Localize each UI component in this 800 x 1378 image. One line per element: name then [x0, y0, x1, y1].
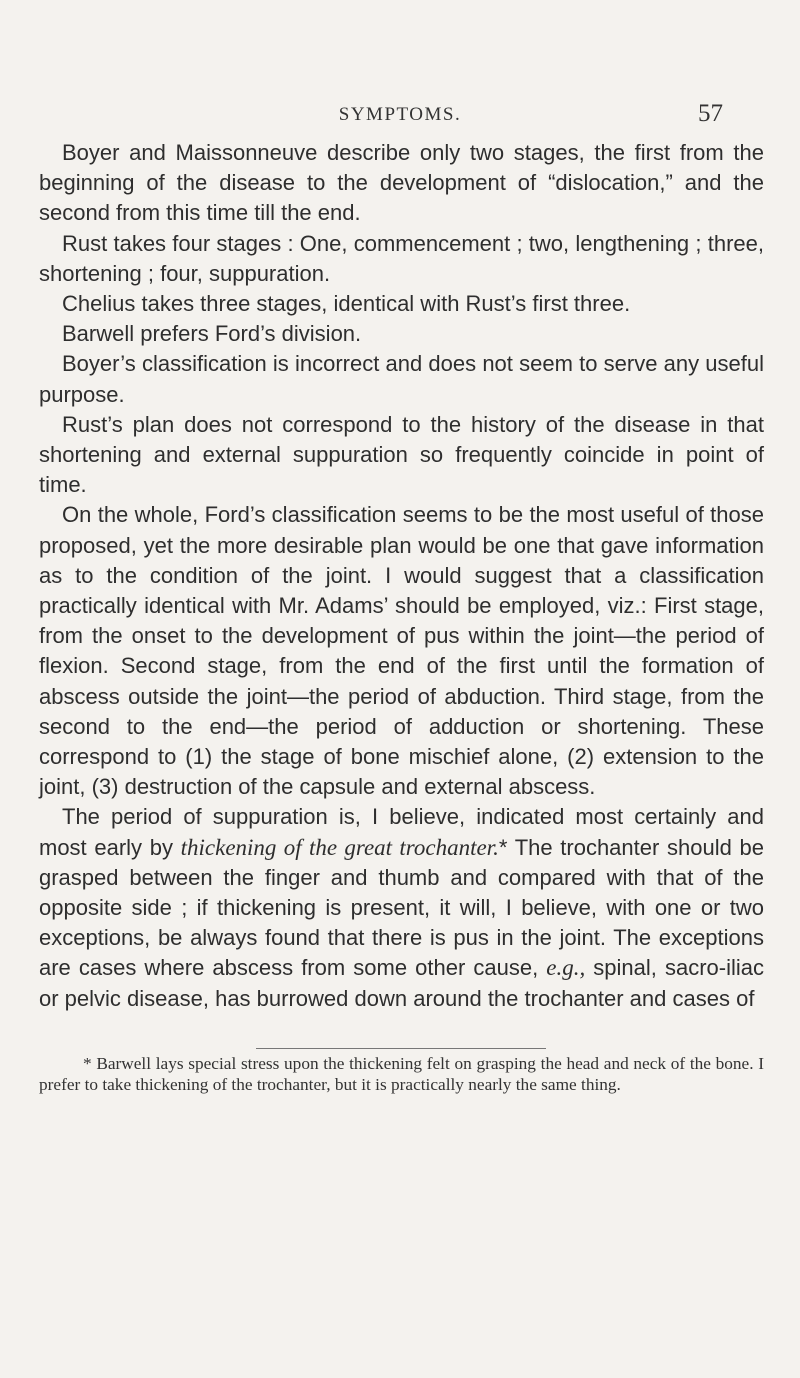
paragraph-boyer-classification: Boyer’s classification is incorrect and does not seem to serve any useful purpose.: [39, 351, 764, 407]
paragraph-boyer-maissonneuve: Boyer and Maissonneuve describe only two stages, the first from the beginning of the disease to the development of “dislocation,” and the second from this time till the end.: [39, 140, 764, 226]
suppuration-text-middle: The trochanter should be grasped between the finger and thumb and compared with that of the opposite side ; if thickening is present, it will, I believe, with one or two exceptions, be always found that there is pus in the joint. The exceptions are cases where abscess from some other cause,: [39, 834, 764, 981]
footnote: * Barwell lays special stress upon the thickening felt on grasping the head and neck of the bone. I prefer to take thickening of the trochanter, but it is practically nearly the same thing.: [39, 1054, 764, 1094]
page-header: [0, 102, 800, 132]
footnote-reference-mark: *: [498, 834, 508, 860]
suppuration-text-start: The period of suppuration is, I believe, indicated most certainly and most early by: [39, 804, 764, 860]
eg-italic: e.g.,: [546, 955, 586, 981]
paragraph-suppuration: [39, 802, 764, 1013]
paragraph-rust-plan: Rust’s plan does not correspond to the history of the disease in that shortening and external suppuration so frequently coincide in point of time.: [39, 411, 764, 498]
footnote-rule: [256, 1048, 546, 1049]
paragraph-chelius: Chelius takes three stages, identical with Rust’s first three.: [62, 291, 631, 317]
paragraph-rust-stages: Rust takes four stages : One, commencement ; two, lengthening ; three, shortening ; four, suppuration.: [39, 230, 764, 286]
running-head: SYMPTOMS.: [338, 104, 462, 125]
paragraph-barwell: Barwell prefers Ford’s division.: [62, 321, 362, 347]
paragraph-fords-classification: On the whole, Ford’s classification seems to be the most useful of those proposed, yet the more desirable plan would be one that gave information as to the condition of the joint. I would suggest that a classification practically identical with Mr. Adams’ should be employed, viz.: First stage, from the onset to the development of pus within the joint—the period of flexion. Second stage, from the end of the first until the formation of abscess outside the joint—the period of abduction. Third stage, from the second to the end—the period of adduction or shortening. These correspond to (1) the stage of bone mischief alone, (2) extension to the joint, (3) destruction of the capsule and external abscess.: [39, 502, 764, 800]
suppuration-text-end: spinal, sacro-iliac or pelvic disease, has burrowed down around the trochanter and cases of: [39, 955, 764, 1011]
page-number: 57: [698, 100, 723, 127]
body-text: [39, 138, 764, 1014]
thickening-trochanter-italic: thickening of the great trochanter.: [180, 834, 499, 860]
